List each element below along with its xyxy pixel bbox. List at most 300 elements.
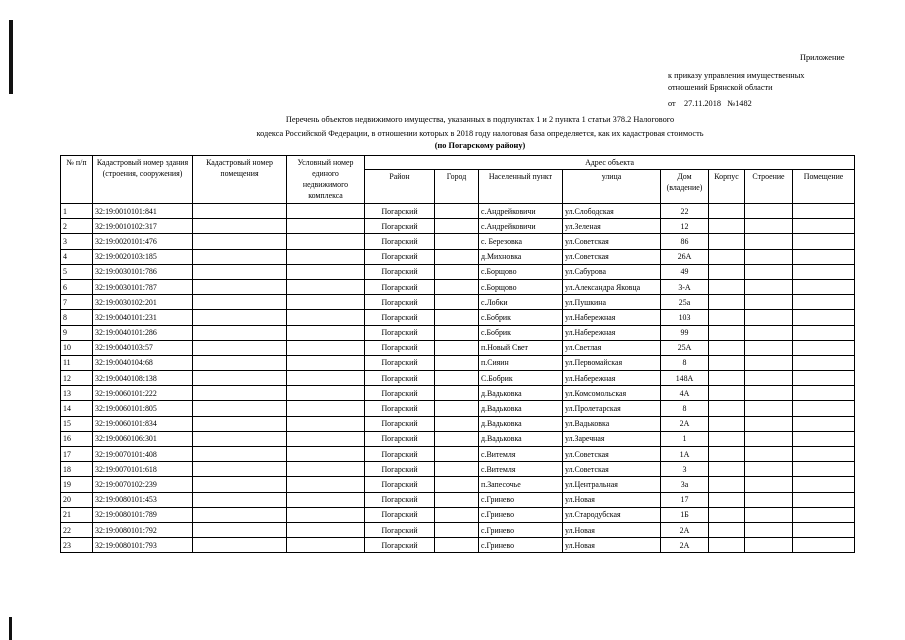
cell-city bbox=[435, 522, 479, 537]
cell-row-number: 17 bbox=[61, 447, 93, 462]
cell-room-cadastral bbox=[193, 507, 287, 522]
cell-room-cadastral bbox=[193, 386, 287, 401]
cell-city bbox=[435, 431, 479, 446]
cell-room-cadastral bbox=[193, 310, 287, 325]
cell-structure bbox=[745, 234, 793, 249]
cell-district: Погарский bbox=[365, 401, 435, 416]
cell-settlement: д.Михновка bbox=[479, 249, 563, 264]
cell-building bbox=[709, 386, 745, 401]
cell-building-cadastral: 32:19:0040103:57 bbox=[93, 340, 193, 355]
cell-house: 2А bbox=[661, 538, 709, 553]
cell-conditional-number bbox=[287, 295, 365, 310]
cell-room-cadastral bbox=[193, 325, 287, 340]
cell-building bbox=[709, 249, 745, 264]
cell-room-cadastral bbox=[193, 355, 287, 370]
cell-room bbox=[793, 386, 855, 401]
cell-row-number: 3 bbox=[61, 234, 93, 249]
cell-street: ул.Набережная bbox=[563, 371, 661, 386]
cell-structure bbox=[745, 507, 793, 522]
cell-conditional-number bbox=[287, 462, 365, 477]
cell-building bbox=[709, 340, 745, 355]
cell-city bbox=[435, 371, 479, 386]
cell-house: 2А bbox=[661, 522, 709, 537]
cell-building-cadastral: 32:19:0030102:201 bbox=[93, 295, 193, 310]
cell-street: ул.Зеленая bbox=[563, 219, 661, 234]
cell-row-number: 19 bbox=[61, 477, 93, 492]
cell-structure bbox=[745, 447, 793, 462]
cell-city bbox=[435, 340, 479, 355]
cell-row-number: 18 bbox=[61, 462, 93, 477]
cell-conditional-number bbox=[287, 522, 365, 537]
cell-room bbox=[793, 204, 855, 219]
cell-house: 26А bbox=[661, 249, 709, 264]
col-header-street: улица bbox=[563, 170, 661, 204]
cell-building bbox=[709, 325, 745, 340]
cell-room bbox=[793, 325, 855, 340]
cell-house: 3-А bbox=[661, 279, 709, 294]
cell-building-cadastral: 32:19:0010102:317 bbox=[93, 219, 193, 234]
cell-row-number: 22 bbox=[61, 522, 93, 537]
cell-settlement: п.Новый Свет bbox=[479, 340, 563, 355]
cell-conditional-number bbox=[287, 416, 365, 431]
cell-building-cadastral: 32:19:0020101:476 bbox=[93, 234, 193, 249]
cell-room bbox=[793, 538, 855, 553]
cell-structure bbox=[745, 264, 793, 279]
cell-city bbox=[435, 462, 479, 477]
cell-room bbox=[793, 522, 855, 537]
cell-house: 25А bbox=[661, 340, 709, 355]
cell-conditional-number bbox=[287, 492, 365, 507]
cell-building bbox=[709, 507, 745, 522]
cell-row-number: 9 bbox=[61, 325, 93, 340]
cell-row-number: 8 bbox=[61, 310, 93, 325]
cell-street: ул.Набережная bbox=[563, 310, 661, 325]
cell-building-cadastral: 32:19:0080101:789 bbox=[93, 507, 193, 522]
cell-settlement: п.Запесочье bbox=[479, 477, 563, 492]
cell-house: 3а bbox=[661, 477, 709, 492]
table-row bbox=[61, 249, 855, 264]
cell-building bbox=[709, 279, 745, 294]
cell-room-cadastral bbox=[193, 401, 287, 416]
table-header bbox=[61, 156, 855, 204]
cell-city bbox=[435, 204, 479, 219]
cell-city bbox=[435, 264, 479, 279]
cell-room-cadastral bbox=[193, 416, 287, 431]
cell-building-cadastral: 32:19:0070101:408 bbox=[93, 447, 193, 462]
cell-house: 3 bbox=[661, 462, 709, 477]
cell-settlement: д.Вадьковка bbox=[479, 416, 563, 431]
col-header-num: № п/п bbox=[61, 156, 93, 204]
col-header-city: Город bbox=[435, 170, 479, 204]
cell-district: Погарский bbox=[365, 234, 435, 249]
cell-city bbox=[435, 219, 479, 234]
cell-street: ул.Сабурова bbox=[563, 264, 661, 279]
cell-city bbox=[435, 477, 479, 492]
cell-street: ул.Слободская bbox=[563, 204, 661, 219]
cell-structure bbox=[745, 477, 793, 492]
cell-building bbox=[709, 538, 745, 553]
cell-row-number: 14 bbox=[61, 401, 93, 416]
cell-street: ул.Первомайская bbox=[563, 355, 661, 370]
cell-row-number: 11 bbox=[61, 355, 93, 370]
col-header-room: Помещение bbox=[793, 170, 855, 204]
cell-structure bbox=[745, 462, 793, 477]
cell-settlement: с.Борщово bbox=[479, 279, 563, 294]
cell-building-cadastral: 32:19:0040104:68 bbox=[93, 355, 193, 370]
cell-room-cadastral bbox=[193, 234, 287, 249]
cell-house: 17 bbox=[661, 492, 709, 507]
cell-building-cadastral: 32:19:0010101:841 bbox=[93, 204, 193, 219]
document-title-line1: Перечень объектов недвижимого имущества, указанных в подпунктах 1 и 2 пункта 1 статьи 378.2 Налогового bbox=[285, 115, 675, 124]
cell-building bbox=[709, 401, 745, 416]
order-date: 27.11.2018 bbox=[683, 99, 721, 108]
col-header-room-cadastral: Кадастровый номер помещения bbox=[193, 156, 287, 204]
cell-building-cadastral: 32:19:0060101:805 bbox=[93, 401, 193, 416]
cell-conditional-number bbox=[287, 355, 365, 370]
cell-room-cadastral bbox=[193, 447, 287, 462]
cell-room-cadastral bbox=[193, 295, 287, 310]
table-row bbox=[61, 295, 855, 310]
order-date-line bbox=[668, 98, 752, 110]
cell-row-number: 20 bbox=[61, 492, 93, 507]
cell-district: Погарский bbox=[365, 522, 435, 537]
table-row bbox=[61, 279, 855, 294]
cell-row-number: 7 bbox=[61, 295, 93, 310]
cell-settlement: п.Сияин bbox=[479, 355, 563, 370]
cell-room bbox=[793, 264, 855, 279]
cell-city bbox=[435, 507, 479, 522]
cell-district: Погарский bbox=[365, 447, 435, 462]
cell-city bbox=[435, 416, 479, 431]
cell-room bbox=[793, 279, 855, 294]
cell-house: 49 bbox=[661, 264, 709, 279]
cell-building-cadastral: 32:19:0020103:185 bbox=[93, 249, 193, 264]
cell-settlement: с.Гринево bbox=[479, 538, 563, 553]
cell-structure bbox=[745, 204, 793, 219]
cell-row-number: 2 bbox=[61, 219, 93, 234]
col-header-building: Корпус bbox=[709, 170, 745, 204]
col-header-house: Дом (владение) bbox=[661, 170, 709, 204]
table-row bbox=[61, 538, 855, 553]
cell-building bbox=[709, 462, 745, 477]
cell-district: Погарский bbox=[365, 507, 435, 522]
cell-building bbox=[709, 522, 745, 537]
cell-district: Погарский bbox=[365, 249, 435, 264]
table-row bbox=[61, 355, 855, 370]
table-row bbox=[61, 447, 855, 462]
cell-house: 4А bbox=[661, 386, 709, 401]
cell-conditional-number bbox=[287, 219, 365, 234]
cell-building bbox=[709, 431, 745, 446]
table-row bbox=[61, 340, 855, 355]
cell-street: ул.Центральная bbox=[563, 477, 661, 492]
cell-settlement: д.Вадьковка bbox=[479, 386, 563, 401]
from-label: от bbox=[668, 99, 676, 108]
cell-city bbox=[435, 447, 479, 462]
scan-edge-mark bbox=[9, 617, 12, 640]
cell-room bbox=[793, 416, 855, 431]
cell-city bbox=[435, 401, 479, 416]
cell-room bbox=[793, 431, 855, 446]
cell-building-cadastral: 32:19:0080101:793 bbox=[93, 538, 193, 553]
cell-row-number: 1 bbox=[61, 204, 93, 219]
cell-structure bbox=[745, 371, 793, 386]
cell-street: ул.Пролетарская bbox=[563, 401, 661, 416]
cell-district: Погарский bbox=[365, 340, 435, 355]
cell-room-cadastral bbox=[193, 249, 287, 264]
table-row bbox=[61, 431, 855, 446]
cell-settlement: с. Березовка bbox=[479, 234, 563, 249]
cell-street: ул.Советская bbox=[563, 249, 661, 264]
cell-row-number: 15 bbox=[61, 416, 93, 431]
cell-conditional-number bbox=[287, 538, 365, 553]
cell-structure bbox=[745, 310, 793, 325]
cell-settlement: с.Гринево bbox=[479, 492, 563, 507]
cell-building-cadastral: 32:19:0060101:222 bbox=[93, 386, 193, 401]
cell-city bbox=[435, 386, 479, 401]
cell-row-number: 12 bbox=[61, 371, 93, 386]
cell-settlement: с.Андрейковичи bbox=[479, 204, 563, 219]
col-header-conditional-number: Условный номер единого недвижимого комплекса bbox=[287, 156, 365, 204]
cell-room bbox=[793, 340, 855, 355]
cell-street: ул.Набережная bbox=[563, 325, 661, 340]
cell-conditional-number bbox=[287, 401, 365, 416]
cell-building bbox=[709, 234, 745, 249]
cell-structure bbox=[745, 279, 793, 294]
cell-conditional-number bbox=[287, 325, 365, 340]
table-row bbox=[61, 204, 855, 219]
cell-building bbox=[709, 355, 745, 370]
cell-district: Погарский bbox=[365, 462, 435, 477]
cell-building bbox=[709, 371, 745, 386]
cell-settlement: с.Витемля bbox=[479, 447, 563, 462]
cell-room-cadastral bbox=[193, 264, 287, 279]
cell-structure bbox=[745, 522, 793, 537]
cell-structure bbox=[745, 295, 793, 310]
cell-room bbox=[793, 355, 855, 370]
cell-conditional-number bbox=[287, 431, 365, 446]
cell-row-number: 5 bbox=[61, 264, 93, 279]
cell-conditional-number bbox=[287, 310, 365, 325]
cell-settlement: с.Витемля bbox=[479, 462, 563, 477]
table-row bbox=[61, 325, 855, 340]
cell-building bbox=[709, 310, 745, 325]
order-reference-line2: отношений Брянской области bbox=[668, 83, 773, 92]
table-row bbox=[61, 371, 855, 386]
cell-street: ул.Светлая bbox=[563, 340, 661, 355]
cell-row-number: 23 bbox=[61, 538, 93, 553]
cell-building-cadastral: 32:19:0070101:618 bbox=[93, 462, 193, 477]
cell-room bbox=[793, 295, 855, 310]
cell-city bbox=[435, 234, 479, 249]
cell-city bbox=[435, 355, 479, 370]
cell-building bbox=[709, 204, 745, 219]
cell-street: ул.Александра Яковца bbox=[563, 279, 661, 294]
cell-room-cadastral bbox=[193, 522, 287, 537]
cell-structure bbox=[745, 340, 793, 355]
property-register-table bbox=[60, 155, 855, 553]
cell-district: Погарский bbox=[365, 431, 435, 446]
table-row bbox=[61, 386, 855, 401]
document-title-district: (по Погарскому району) bbox=[434, 141, 526, 150]
cell-district: Погарский bbox=[365, 219, 435, 234]
table-row bbox=[61, 462, 855, 477]
cell-building-cadastral: 32:19:0040108:138 bbox=[93, 371, 193, 386]
cell-building-cadastral: 32:19:0060106:301 bbox=[93, 431, 193, 446]
cell-room-cadastral bbox=[193, 538, 287, 553]
cell-conditional-number bbox=[287, 340, 365, 355]
table-row bbox=[61, 416, 855, 431]
cell-conditional-number bbox=[287, 204, 365, 219]
cell-street: ул.Новая bbox=[563, 522, 661, 537]
cell-room-cadastral bbox=[193, 340, 287, 355]
cell-room-cadastral bbox=[193, 371, 287, 386]
cell-district: Погарский bbox=[365, 538, 435, 553]
cell-room-cadastral bbox=[193, 431, 287, 446]
cell-city bbox=[435, 249, 479, 264]
cell-building-cadastral: 32:19:0030101:786 bbox=[93, 264, 193, 279]
cell-settlement: с.Гринево bbox=[479, 507, 563, 522]
cell-city bbox=[435, 295, 479, 310]
cell-conditional-number bbox=[287, 477, 365, 492]
table-row bbox=[61, 219, 855, 234]
cell-building-cadastral: 32:19:0070102:239 bbox=[93, 477, 193, 492]
order-number: №1482 bbox=[727, 99, 752, 108]
cell-street: ул.Вадьковка bbox=[563, 416, 661, 431]
cell-district: Погарский bbox=[365, 264, 435, 279]
cell-street: ул.Новая bbox=[563, 538, 661, 553]
table-row bbox=[61, 401, 855, 416]
cell-building bbox=[709, 447, 745, 462]
cell-building-cadastral: 32:19:0080101:453 bbox=[93, 492, 193, 507]
cell-structure bbox=[745, 325, 793, 340]
table-body bbox=[61, 204, 855, 553]
cell-settlement: с.Гринево bbox=[479, 522, 563, 537]
cell-house: 22 bbox=[661, 204, 709, 219]
cell-city bbox=[435, 310, 479, 325]
table-row bbox=[61, 507, 855, 522]
cell-district: Погарский bbox=[365, 325, 435, 340]
cell-conditional-number bbox=[287, 264, 365, 279]
cell-room bbox=[793, 462, 855, 477]
appendix-label: Приложение bbox=[800, 53, 845, 62]
cell-room-cadastral bbox=[193, 279, 287, 294]
cell-house: 103 bbox=[661, 310, 709, 325]
cell-street: ул.Пушкина bbox=[563, 295, 661, 310]
cell-settlement: с.Бобрик bbox=[479, 310, 563, 325]
cell-room-cadastral bbox=[193, 204, 287, 219]
cell-settlement: д.Вадьковка bbox=[479, 401, 563, 416]
cell-row-number: 13 bbox=[61, 386, 93, 401]
cell-row-number: 10 bbox=[61, 340, 93, 355]
table-row bbox=[61, 310, 855, 325]
cell-building-cadastral: 32:19:0040101:286 bbox=[93, 325, 193, 340]
cell-building bbox=[709, 219, 745, 234]
table-row bbox=[61, 492, 855, 507]
cell-structure bbox=[745, 219, 793, 234]
cell-conditional-number bbox=[287, 371, 365, 386]
cell-street: ул.Новая bbox=[563, 492, 661, 507]
cell-district: Погарский bbox=[365, 371, 435, 386]
cell-room bbox=[793, 477, 855, 492]
cell-room-cadastral bbox=[193, 462, 287, 477]
cell-structure bbox=[745, 386, 793, 401]
cell-structure bbox=[745, 416, 793, 431]
cell-conditional-number bbox=[287, 386, 365, 401]
order-reference-line1: к приказу управления имущественных bbox=[668, 71, 805, 80]
cell-district: Погарский bbox=[365, 295, 435, 310]
cell-room bbox=[793, 492, 855, 507]
cell-house: 86 bbox=[661, 234, 709, 249]
table-row bbox=[61, 264, 855, 279]
cell-room bbox=[793, 447, 855, 462]
cell-building bbox=[709, 264, 745, 279]
cell-house: 1 bbox=[661, 431, 709, 446]
cell-street: ул.Заречная bbox=[563, 431, 661, 446]
cell-room bbox=[793, 219, 855, 234]
cell-structure bbox=[745, 355, 793, 370]
cell-house: 12 bbox=[661, 219, 709, 234]
cell-room bbox=[793, 401, 855, 416]
cell-building-cadastral: 32:19:0030101:787 bbox=[93, 279, 193, 294]
cell-street: ул.Советская bbox=[563, 462, 661, 477]
cell-settlement: с.Борщово bbox=[479, 264, 563, 279]
cell-row-number: 16 bbox=[61, 431, 93, 446]
table-row bbox=[61, 234, 855, 249]
cell-structure bbox=[745, 492, 793, 507]
cell-row-number: 4 bbox=[61, 249, 93, 264]
cell-building-cadastral: 32:19:0080101:792 bbox=[93, 522, 193, 537]
cell-building bbox=[709, 477, 745, 492]
cell-room bbox=[793, 234, 855, 249]
cell-settlement: с.Лобки bbox=[479, 295, 563, 310]
cell-building bbox=[709, 492, 745, 507]
cell-conditional-number bbox=[287, 507, 365, 522]
cell-district: Погарский bbox=[365, 310, 435, 325]
cell-district: Погарский bbox=[365, 416, 435, 431]
cell-settlement: д.Вадьковка bbox=[479, 431, 563, 446]
cell-row-number: 6 bbox=[61, 279, 93, 294]
cell-street: ул.Комсомольская bbox=[563, 386, 661, 401]
cell-building-cadastral: 32:19:0060101:834 bbox=[93, 416, 193, 431]
cell-room bbox=[793, 507, 855, 522]
cell-structure bbox=[745, 431, 793, 446]
cell-conditional-number bbox=[287, 279, 365, 294]
table-row bbox=[61, 477, 855, 492]
cell-building bbox=[709, 416, 745, 431]
cell-conditional-number bbox=[287, 234, 365, 249]
cell-conditional-number bbox=[287, 249, 365, 264]
cell-row-number: 21 bbox=[61, 507, 93, 522]
document-title-line2: кодекса Российской Федерации, в отношении которых в 2018 году налоговая база определяется, как их кадастровая стоимость bbox=[256, 129, 704, 138]
cell-room-cadastral bbox=[193, 219, 287, 234]
cell-district: Погарский bbox=[365, 355, 435, 370]
cell-house: 99 bbox=[661, 325, 709, 340]
cell-district: Погарский bbox=[365, 386, 435, 401]
cell-structure bbox=[745, 401, 793, 416]
cell-house: 1Б bbox=[661, 507, 709, 522]
cell-room-cadastral bbox=[193, 477, 287, 492]
cell-street: ул.Советская bbox=[563, 234, 661, 249]
cell-house: 8 bbox=[661, 355, 709, 370]
cell-room bbox=[793, 310, 855, 325]
cell-settlement: с.Андрейковичи bbox=[479, 219, 563, 234]
cell-conditional-number bbox=[287, 447, 365, 462]
cell-district: Погарский bbox=[365, 477, 435, 492]
cell-structure bbox=[745, 538, 793, 553]
cell-district: Погарский bbox=[365, 279, 435, 294]
col-header-address-group: Адрес объекта bbox=[365, 156, 855, 170]
